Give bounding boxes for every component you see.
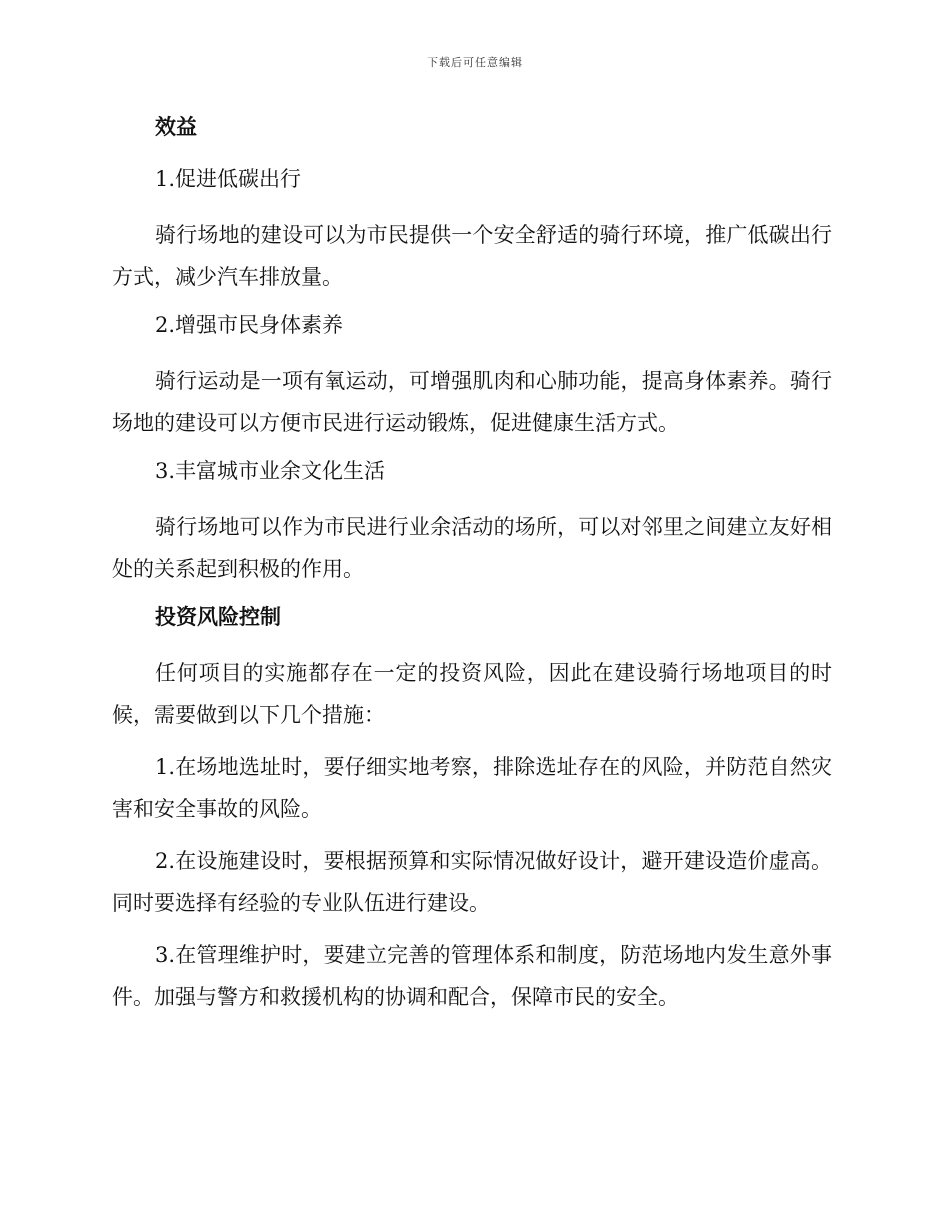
document-body <box>112 110 832 1028</box>
benefit-item-2-text: 骑行运动是一项有氧运动，可增强肌肉和心肺功能，提高身体素养。骑行场地的建设可以方便市民进行运动锻炼，促进健康生活方式。 <box>112 369 832 435</box>
risk-intro: 任何项目的实施都存在一定的投资风险，因此在建设骑行场地项目的时候，需要做到以下几个措施： <box>112 661 832 727</box>
section-title-risk: 投资风险控制 <box>155 604 281 629</box>
risk-item-3: 3.在管理维护时，要建立完善的管理体系和制度，防范场地内发生意外事件。加强与警方和救援机构的协调和配合，保障市民的安全。 <box>112 943 832 1009</box>
risk-item-1: 1.在场地选址时，要仔细实地考察，排除选址存在的风险，并防范自然灾害和安全事故的风险。 <box>112 755 832 821</box>
section-title-benefits: 效益 <box>155 114 197 139</box>
benefit-item-1-title: 1.促进低碳出行 <box>155 167 302 191</box>
risk-item-2: 2.在设施建设时，要根据预算和实际情况做好设计，避开建设造价虚高。同时要选择有经验的专业队伍进行建设。 <box>112 849 832 915</box>
benefit-item-3-title: 3.丰富城市业余文化生活 <box>155 459 386 483</box>
benefit-item-2-title: 2.增强市民身体素养 <box>155 313 344 337</box>
benefit-item-1-text: 骑行场地的建设可以为市民提供一个安全舒适的骑行环境，推广低碳出行方式，减少汽车排放量。 <box>112 223 832 289</box>
page-header: 下载后可任意编辑 <box>427 56 523 69</box>
benefit-item-3-text: 骑行场地可以作为市民进行业余活动的场所，可以对邻里之间建立友好相处的关系起到积极的作用。 <box>112 515 832 581</box>
